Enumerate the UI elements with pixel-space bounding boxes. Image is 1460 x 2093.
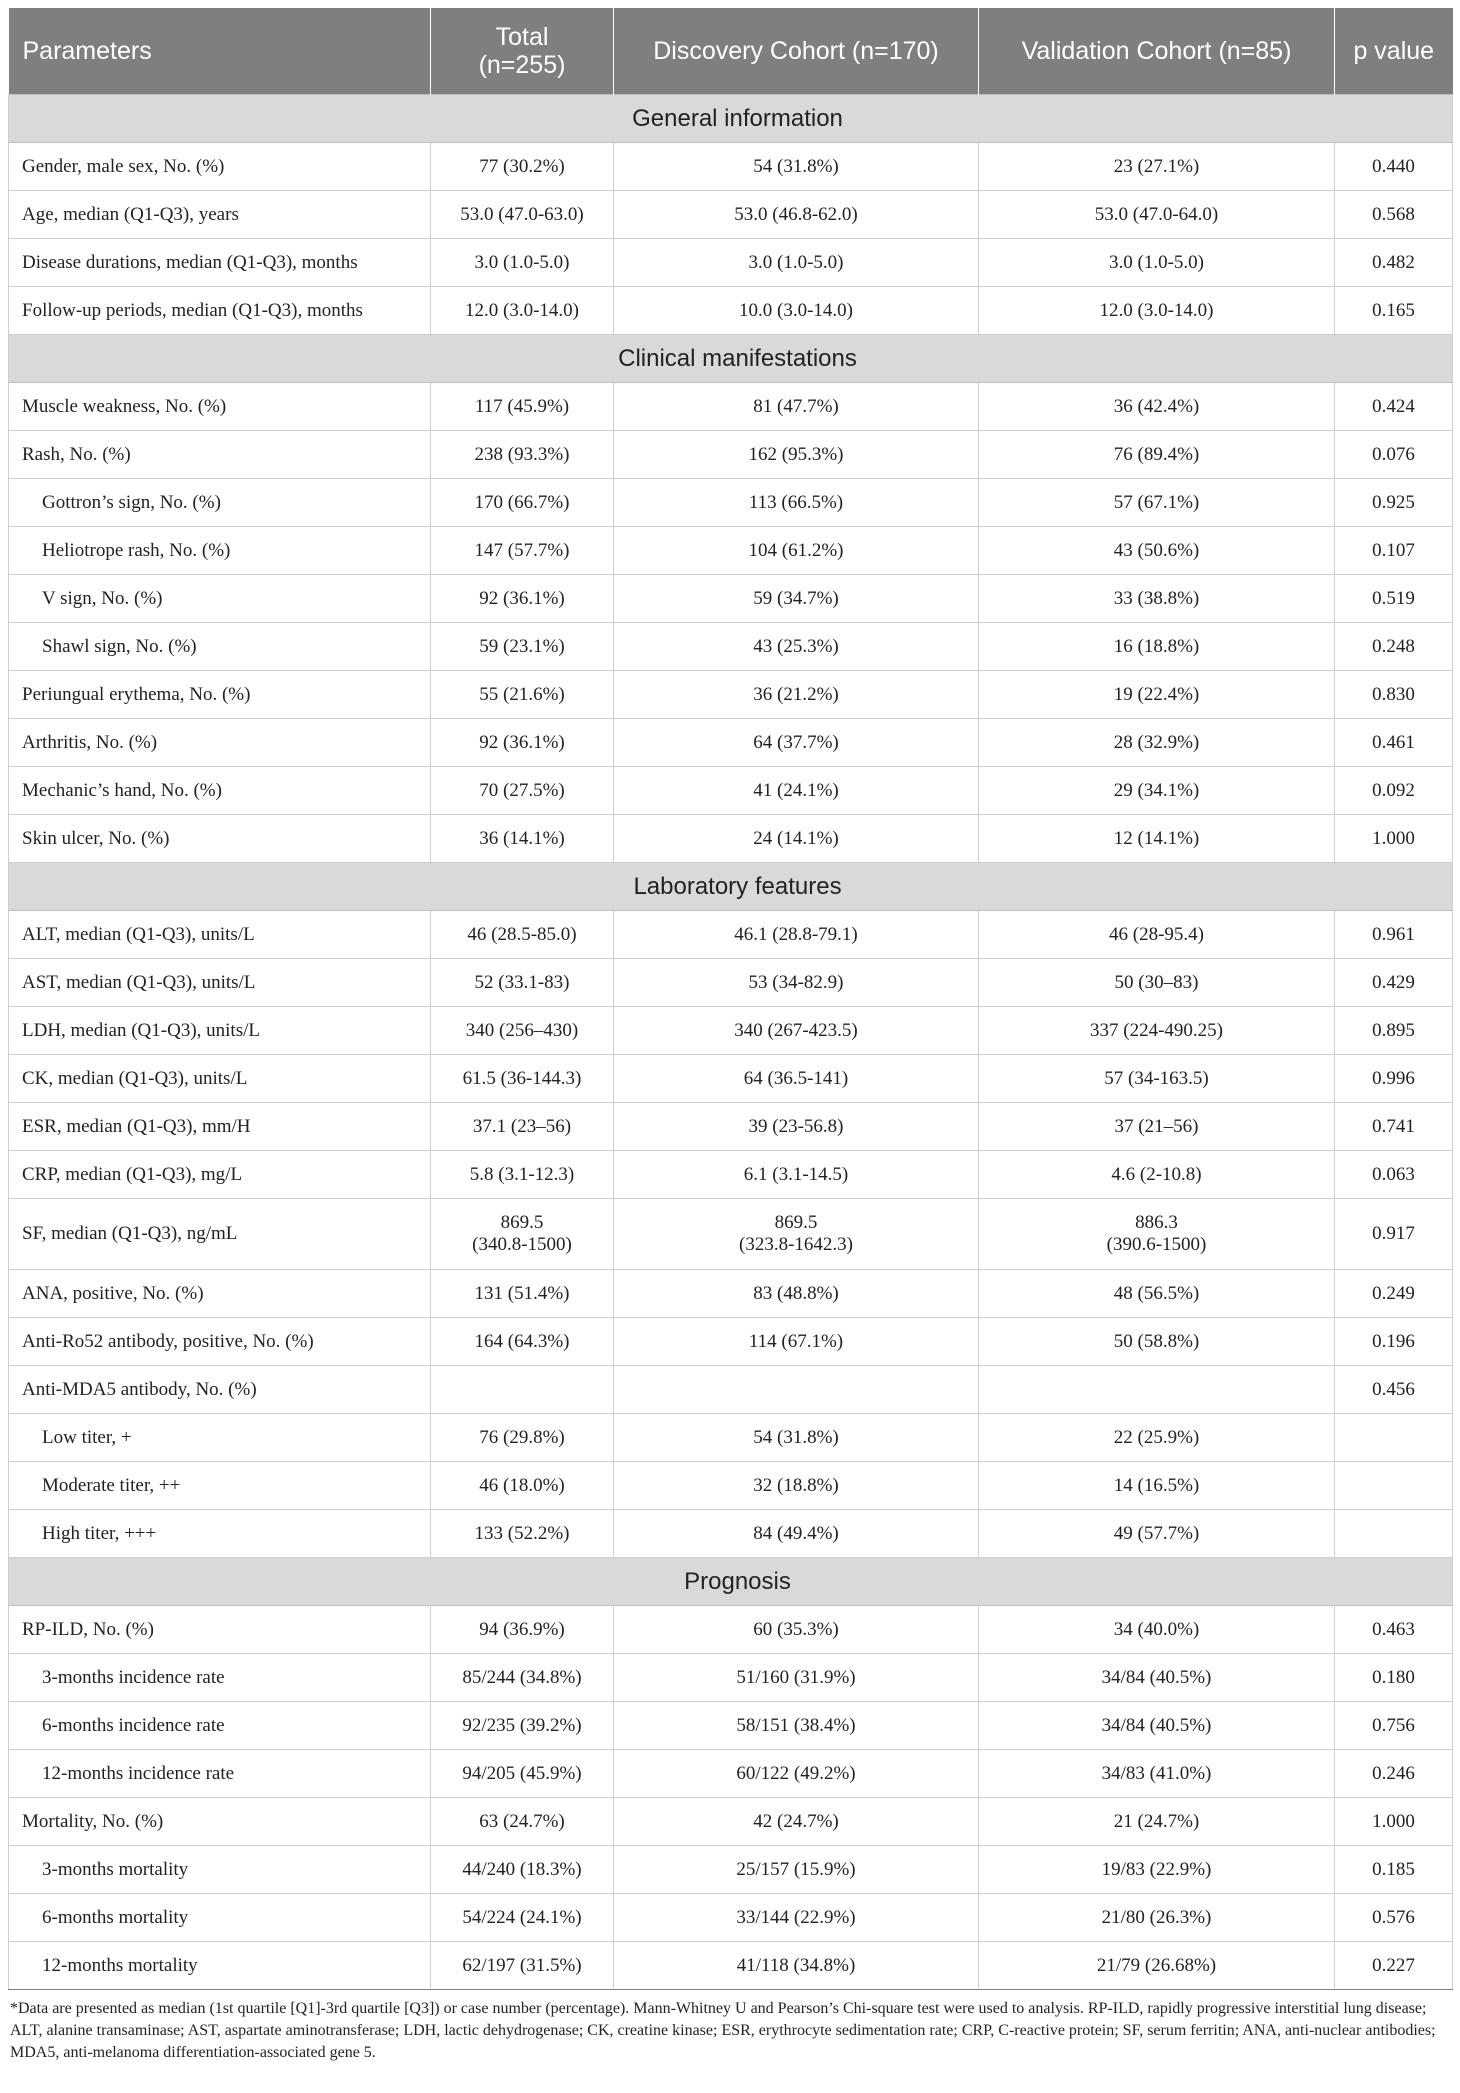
table-row: [9, 1942, 1453, 1990]
param-cell: Age, median (Q1-Q3), years: [9, 191, 431, 239]
param-cell: Mechanic’s hand, No. (%): [9, 767, 431, 815]
total-cell: 117 (45.9%): [431, 383, 614, 431]
param-cell: 12-months mortality: [9, 1942, 431, 1990]
table-row: [9, 239, 1453, 287]
p-value-cell: 0.830: [1335, 671, 1453, 719]
param-cell: Heliotrope rash, No. (%): [9, 527, 431, 575]
param-cell: Mortality, No. (%): [9, 1798, 431, 1846]
discovery-cell: 162 (95.3%): [614, 431, 979, 479]
total-cell: 5.8 (3.1-12.3): [431, 1151, 614, 1199]
p-value-cell: 0.440: [1335, 143, 1453, 191]
table-row: [9, 719, 1453, 767]
validation-cell: 33 (38.8%): [979, 575, 1335, 623]
validation-cell: 14 (16.5%): [979, 1462, 1335, 1510]
discovery-cell: 83 (48.8%): [614, 1270, 979, 1318]
total-cell: 92 (36.1%): [431, 719, 614, 767]
p-value-cell: 0.895: [1335, 1007, 1453, 1055]
p-value-cell: 0.996: [1335, 1055, 1453, 1103]
total-cell: 70 (27.5%): [431, 767, 614, 815]
discovery-cell: 25/157 (15.9%): [614, 1846, 979, 1894]
param-cell: Anti-Ro52 antibody, positive, No. (%): [9, 1318, 431, 1366]
discovery-cell: 41/118 (34.8%): [614, 1942, 979, 1990]
p-value-cell: 0.429: [1335, 959, 1453, 1007]
total-cell: 147 (57.7%): [431, 527, 614, 575]
total-cell: 3.0 (1.0-5.0): [431, 239, 614, 287]
param-cell: Disease durations, median (Q1-Q3), months: [9, 239, 431, 287]
discovery-cell: 54 (31.8%): [614, 1414, 979, 1462]
table-row: [9, 1846, 1453, 1894]
validation-cell: 12 (14.1%): [979, 815, 1335, 863]
validation-cell: 29 (34.1%): [979, 767, 1335, 815]
table-row: [9, 191, 1453, 239]
param-cell: CRP, median (Q1-Q3), mg/L: [9, 1151, 431, 1199]
param-cell: ALT, median (Q1-Q3), units/L: [9, 911, 431, 959]
param-cell: Skin ulcer, No. (%): [9, 815, 431, 863]
total-cell: 164 (64.3%): [431, 1318, 614, 1366]
param-cell: Shawl sign, No. (%): [9, 623, 431, 671]
header-total: Total (n=255): [431, 8, 614, 95]
discovery-cell: 53.0 (46.8-62.0): [614, 191, 979, 239]
discovery-cell: 51/160 (31.9%): [614, 1654, 979, 1702]
table-footnote: *Data are presented as median (1st quartile [Q1]-3rd quartile [Q3]) or case number (percentage). Mann-Whitney U and Pearson’s Chi-square test were used to analysis. RP-ILD, rapidly progressive interstitial lung disease; ALT, alanine transaminase; AST, aspartate aminotransferase; LDH, lactic dehydrogenase; CK, creatine kinase; ESR, erythrocyte sedimentation rate; CRP, C-reactive protein; SF, serum ferritin; ANA, anti-nuclear antibodies; MDA5, anti-melanoma differentiation-associated gene 5.: [10, 2000, 1436, 2061]
param-cell: RP-ILD, No. (%): [9, 1606, 431, 1654]
discovery-cell: 60 (35.3%): [614, 1606, 979, 1654]
validation-cell: 19/83 (22.9%): [979, 1846, 1335, 1894]
discovery-cell: 33/144 (22.9%): [614, 1894, 979, 1942]
param-cell: 3-months incidence rate: [9, 1654, 431, 1702]
discovery-cell: 58/151 (38.4%): [614, 1702, 979, 1750]
table-row: [9, 1798, 1453, 1846]
discovery-cell: 53 (34-82.9): [614, 959, 979, 1007]
baseline-characteristics-table: [8, 8, 1453, 1990]
section-header-row: [9, 863, 1453, 911]
validation-cell: 886.3 (390.6-1500): [979, 1199, 1335, 1270]
table-row: [9, 431, 1453, 479]
table-row: [9, 1702, 1453, 1750]
p-value-cell: [1335, 1414, 1453, 1462]
validation-cell: 76 (89.4%): [979, 431, 1335, 479]
discovery-cell: 340 (267-423.5): [614, 1007, 979, 1055]
validation-cell: 34/83 (41.0%): [979, 1750, 1335, 1798]
validation-cell: 22 (25.9%): [979, 1414, 1335, 1462]
validation-cell: 34/84 (40.5%): [979, 1654, 1335, 1702]
validation-cell: 57 (34-163.5): [979, 1055, 1335, 1103]
p-value-cell: [1335, 1462, 1453, 1510]
discovery-cell: 84 (49.4%): [614, 1510, 979, 1558]
validation-cell: 34 (40.0%): [979, 1606, 1335, 1654]
validation-cell: 36 (42.4%): [979, 383, 1335, 431]
total-cell: [431, 1366, 614, 1414]
total-cell: 53.0 (47.0-63.0): [431, 191, 614, 239]
section-header-row: [9, 1558, 1453, 1606]
table-row: [9, 383, 1453, 431]
p-value-cell: 0.917: [1335, 1199, 1453, 1270]
p-value-cell: 0.063: [1335, 1151, 1453, 1199]
param-cell: Arthritis, No. (%): [9, 719, 431, 767]
section-title: General information: [9, 95, 1453, 143]
validation-cell: 337 (224-490.25): [979, 1007, 1335, 1055]
total-cell: 46 (28.5-85.0): [431, 911, 614, 959]
param-cell: Follow-up periods, median (Q1-Q3), months: [9, 287, 431, 335]
table-row: [9, 1151, 1453, 1199]
table-row: [9, 1366, 1453, 1414]
table-row: [9, 911, 1453, 959]
total-cell: 12.0 (3.0-14.0): [431, 287, 614, 335]
discovery-cell: 114 (67.1%): [614, 1318, 979, 1366]
total-cell: 63 (24.7%): [431, 1798, 614, 1846]
discovery-cell: 24 (14.1%): [614, 815, 979, 863]
total-cell: 94 (36.9%): [431, 1606, 614, 1654]
table-row: [9, 767, 1453, 815]
p-value-cell: 0.246: [1335, 1750, 1453, 1798]
p-value-cell: 0.568: [1335, 191, 1453, 239]
param-cell: ESR, median (Q1-Q3), mm/H: [9, 1103, 431, 1151]
validation-cell: 4.6 (2-10.8): [979, 1151, 1335, 1199]
discovery-cell: 64 (36.5-141): [614, 1055, 979, 1103]
param-cell: 6-months mortality: [9, 1894, 431, 1942]
validation-cell: 50 (58.8%): [979, 1318, 1335, 1366]
discovery-cell: 104 (61.2%): [614, 527, 979, 575]
p-value-cell: 0.456: [1335, 1366, 1453, 1414]
total-cell: 92/235 (39.2%): [431, 1702, 614, 1750]
discovery-cell: 113 (66.5%): [614, 479, 979, 527]
total-cell: 62/197 (31.5%): [431, 1942, 614, 1990]
total-cell: 94/205 (45.9%): [431, 1750, 614, 1798]
section-header-row: [9, 95, 1453, 143]
total-cell: 61.5 (36-144.3): [431, 1055, 614, 1103]
param-cell: Anti-MDA5 antibody, No. (%): [9, 1366, 431, 1414]
table-row: [9, 1654, 1453, 1702]
param-cell: LDH, median (Q1-Q3), units/L: [9, 1007, 431, 1055]
param-cell: 12-months incidence rate: [9, 1750, 431, 1798]
param-cell: High titer, +++: [9, 1510, 431, 1558]
total-cell: 46 (18.0%): [431, 1462, 614, 1510]
validation-cell: 23 (27.1%): [979, 143, 1335, 191]
validation-cell: 53.0 (47.0-64.0): [979, 191, 1335, 239]
param-cell: Muscle weakness, No. (%): [9, 383, 431, 431]
p-value-cell: 0.424: [1335, 383, 1453, 431]
section-header-row: [9, 335, 1453, 383]
param-cell: Gender, male sex, No. (%): [9, 143, 431, 191]
total-cell: 77 (30.2%): [431, 143, 614, 191]
validation-cell: 21/79 (26.68%): [979, 1942, 1335, 1990]
param-cell: CK, median (Q1-Q3), units/L: [9, 1055, 431, 1103]
total-cell: 131 (51.4%): [431, 1270, 614, 1318]
p-value-cell: 0.482: [1335, 239, 1453, 287]
header-validation-cohort: Validation Cohort (n=85): [979, 8, 1335, 95]
param-cell: V sign, No. (%): [9, 575, 431, 623]
param-cell: Rash, No. (%): [9, 431, 431, 479]
param-cell: Moderate titer, ++: [9, 1462, 431, 1510]
p-value-cell: 0.180: [1335, 1654, 1453, 1702]
validation-cell: 28 (32.9%): [979, 719, 1335, 767]
total-cell: 76 (29.8%): [431, 1414, 614, 1462]
p-value-cell: 0.925: [1335, 479, 1453, 527]
table-body: [9, 95, 1453, 1990]
discovery-cell: 54 (31.8%): [614, 143, 979, 191]
p-value-cell: 0.092: [1335, 767, 1453, 815]
param-cell: Gottron’s sign, No. (%): [9, 479, 431, 527]
section-title: Laboratory features: [9, 863, 1453, 911]
total-cell: 869.5 (340.8-1500): [431, 1199, 614, 1270]
p-value-cell: [1335, 1510, 1453, 1558]
table-row: [9, 1414, 1453, 1462]
total-cell: 55 (21.6%): [431, 671, 614, 719]
validation-cell: 43 (50.6%): [979, 527, 1335, 575]
discovery-cell: 81 (47.7%): [614, 383, 979, 431]
table-row: [9, 671, 1453, 719]
validation-cell: [979, 1366, 1335, 1414]
discovery-cell: 41 (24.1%): [614, 767, 979, 815]
table-row: [9, 1894, 1453, 1942]
validation-cell: 34/84 (40.5%): [979, 1702, 1335, 1750]
document: [8, 8, 1452, 2064]
p-value-cell: 0.107: [1335, 527, 1453, 575]
total-cell: 44/240 (18.3%): [431, 1846, 614, 1894]
discovery-cell: 39 (23-56.8): [614, 1103, 979, 1151]
table-row: [9, 1462, 1453, 1510]
section-title: Prognosis: [9, 1558, 1453, 1606]
discovery-cell: 46.1 (28.8-79.1): [614, 911, 979, 959]
p-value-cell: 1.000: [1335, 815, 1453, 863]
param-cell: AST, median (Q1-Q3), units/L: [9, 959, 431, 1007]
total-cell: 54/224 (24.1%): [431, 1894, 614, 1942]
discovery-cell: 32 (18.8%): [614, 1462, 979, 1510]
total-cell: 52 (33.1-83): [431, 959, 614, 1007]
total-cell: 37.1 (23–56): [431, 1103, 614, 1151]
table-row: [9, 623, 1453, 671]
header-discovery-cohort: Discovery Cohort (n=170): [614, 8, 979, 95]
table-row: [9, 815, 1453, 863]
table-row: [9, 1750, 1453, 1798]
total-cell: 238 (93.3%): [431, 431, 614, 479]
validation-cell: 3.0 (1.0-5.0): [979, 239, 1335, 287]
table-row: [9, 1606, 1453, 1654]
p-value-cell: 0.461: [1335, 719, 1453, 767]
table-row: [9, 575, 1453, 623]
discovery-cell: 10.0 (3.0-14.0): [614, 287, 979, 335]
discovery-cell: 42 (24.7%): [614, 1798, 979, 1846]
param-cell: SF, median (Q1-Q3), ng/mL: [9, 1199, 431, 1270]
table-row: [9, 1270, 1453, 1318]
discovery-cell: 60/122 (49.2%): [614, 1750, 979, 1798]
table-row: [9, 959, 1453, 1007]
validation-cell: 12.0 (3.0-14.0): [979, 287, 1335, 335]
validation-cell: 37 (21–56): [979, 1103, 1335, 1151]
table-row: [9, 1055, 1453, 1103]
table-row: [9, 1007, 1453, 1055]
table-row: [9, 1510, 1453, 1558]
discovery-cell: 36 (21.2%): [614, 671, 979, 719]
total-cell: 59 (23.1%): [431, 623, 614, 671]
validation-cell: 16 (18.8%): [979, 623, 1335, 671]
discovery-cell: 64 (37.7%): [614, 719, 979, 767]
p-value-cell: 0.076: [1335, 431, 1453, 479]
header-p-value: p value: [1335, 8, 1453, 95]
discovery-cell: 3.0 (1.0-5.0): [614, 239, 979, 287]
param-cell: 6-months incidence rate: [9, 1702, 431, 1750]
discovery-cell: 6.1 (3.1-14.5): [614, 1151, 979, 1199]
header-parameters: Parameters: [9, 8, 431, 95]
validation-cell: 21 (24.7%): [979, 1798, 1335, 1846]
p-value-cell: 0.576: [1335, 1894, 1453, 1942]
discovery-cell: 59 (34.7%): [614, 575, 979, 623]
param-cell: ANA, positive, No. (%): [9, 1270, 431, 1318]
section-title: Clinical manifestations: [9, 335, 1453, 383]
table-row: [9, 527, 1453, 575]
p-value-cell: 0.227: [1335, 1942, 1453, 1990]
p-value-cell: 0.463: [1335, 1606, 1453, 1654]
discovery-cell: 869.5 (323.8-1642.3): [614, 1199, 979, 1270]
table-row: [9, 143, 1453, 191]
table-header-row: [9, 8, 1453, 95]
param-cell: Periungual erythema, No. (%): [9, 671, 431, 719]
validation-cell: 46 (28-95.4): [979, 911, 1335, 959]
validation-cell: 50 (30–83): [979, 959, 1335, 1007]
table-row: [9, 1103, 1453, 1151]
total-cell: 85/244 (34.8%): [431, 1654, 614, 1702]
validation-cell: 48 (56.5%): [979, 1270, 1335, 1318]
total-cell: 36 (14.1%): [431, 815, 614, 863]
table-row: [9, 1318, 1453, 1366]
total-cell: 92 (36.1%): [431, 575, 614, 623]
validation-cell: 19 (22.4%): [979, 671, 1335, 719]
p-value-cell: 0.519: [1335, 575, 1453, 623]
p-value-cell: 0.196: [1335, 1318, 1453, 1366]
validation-cell: 21/80 (26.3%): [979, 1894, 1335, 1942]
validation-cell: 49 (57.7%): [979, 1510, 1335, 1558]
table-row: [9, 1199, 1453, 1270]
total-cell: 133 (52.2%): [431, 1510, 614, 1558]
discovery-cell: 43 (25.3%): [614, 623, 979, 671]
p-value-cell: 0.165: [1335, 287, 1453, 335]
p-value-cell: 0.741: [1335, 1103, 1453, 1151]
p-value-cell: 0.185: [1335, 1846, 1453, 1894]
validation-cell: 57 (67.1%): [979, 479, 1335, 527]
p-value-cell: 0.756: [1335, 1702, 1453, 1750]
p-value-cell: 0.961: [1335, 911, 1453, 959]
total-cell: 340 (256–430): [431, 1007, 614, 1055]
param-cell: 3-months mortality: [9, 1846, 431, 1894]
discovery-cell: [614, 1366, 979, 1414]
p-value-cell: 0.249: [1335, 1270, 1453, 1318]
param-cell: Low titer, +: [9, 1414, 431, 1462]
total-cell: 170 (66.7%): [431, 479, 614, 527]
table-row: [9, 479, 1453, 527]
table-row: [9, 287, 1453, 335]
p-value-cell: 1.000: [1335, 1798, 1453, 1846]
p-value-cell: 0.248: [1335, 623, 1453, 671]
